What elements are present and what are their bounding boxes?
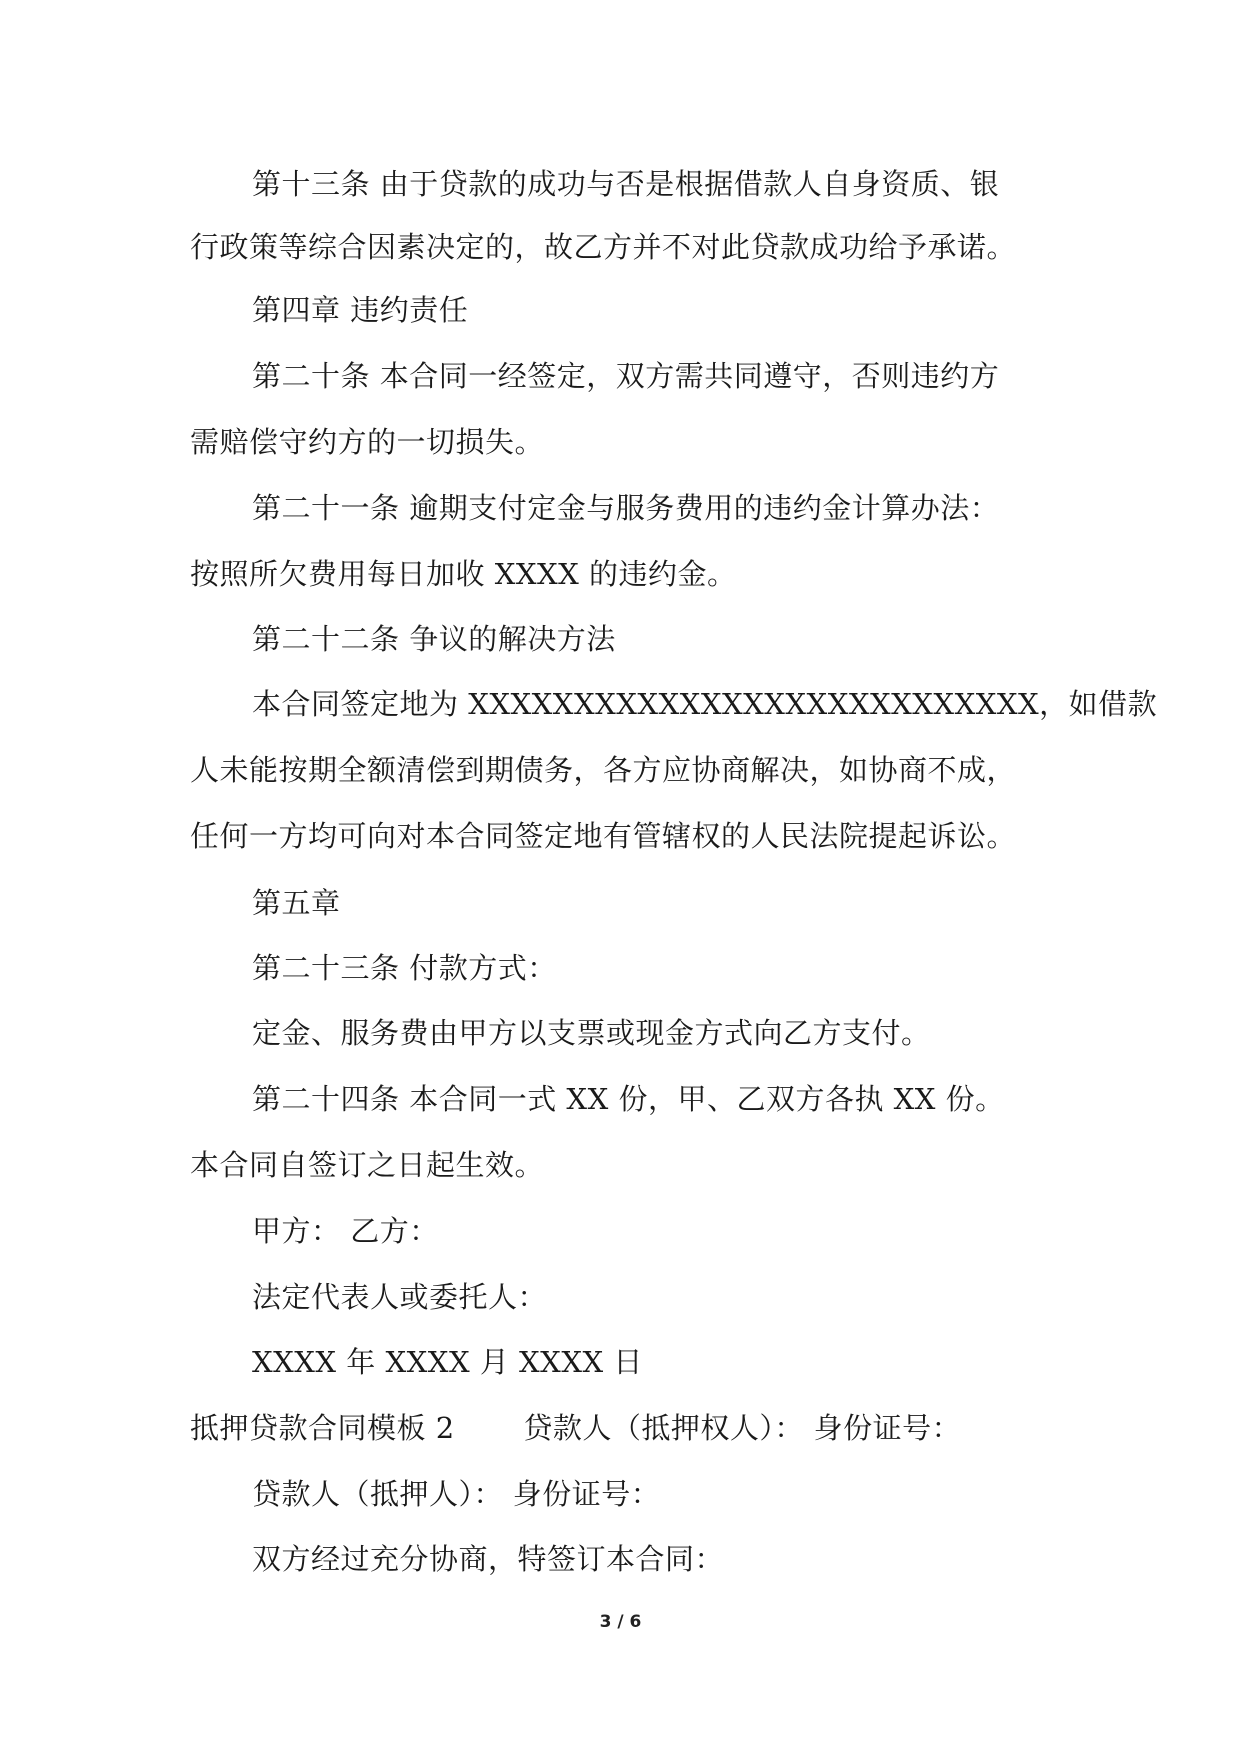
text-line: 第二十三条 付款方式： bbox=[252, 951, 557, 985]
text-line: 需赔偿守约方的一切损失。 bbox=[190, 425, 545, 459]
text-line: 抵押贷款合同模板 2 贷款人（抵押权人）： 身份证号： bbox=[190, 1411, 962, 1445]
signature-line: 法定代表人或委托人： bbox=[252, 1280, 548, 1314]
section-heading: 第五章 bbox=[252, 886, 341, 920]
date-line: XXXX 年 XXXX 月 XXXX 日 bbox=[252, 1345, 643, 1379]
text-line: 第二十二条 争议的解决方法 bbox=[252, 622, 616, 656]
text-line: 按照所欠费用每日加收 XXXX 的违约金。 bbox=[190, 557, 737, 591]
text-line: 第二十一条 逾期支付定金与服务费用的违约金计算办法： bbox=[252, 491, 1000, 525]
text-line: 本合同签定地为 XXXXXXXXXXXXXXXXXXXXXXXXXXX，如借款 bbox=[252, 687, 1158, 721]
text-line: 第二十条 本合同一经签定，双方需共同遵守，否则违约方 bbox=[252, 359, 1000, 393]
signature-line: 甲方： 乙方： bbox=[252, 1214, 439, 1248]
text-line: 行政策等综合因素决定的，故乙方并不对此贷款成功给予承诺。 bbox=[190, 230, 1017, 264]
page-number: 3 / 6 bbox=[599, 1612, 642, 1632]
text-line: 贷款人（抵押人）： 身份证号： bbox=[252, 1477, 661, 1511]
text-line: 第二十四条 本合同一式 XX 份，甲、乙双方各执 XX 份。 bbox=[252, 1082, 1005, 1116]
text-line: 双方经过充分协商，特签订本合同： bbox=[252, 1542, 725, 1576]
section-heading: 第四章 违约责任 bbox=[252, 293, 469, 327]
text-line: 人未能按期全额清偿到期债务，各方应协商解决，如协商不成， bbox=[190, 753, 1017, 787]
text-line: 任何一方均可向对本合同签定地有管辖权的人民法院提起诉讼。 bbox=[190, 819, 1017, 853]
text-line: 第十三条 由于贷款的成功与否是根据借款人自身资质、银 bbox=[252, 167, 1000, 201]
text-line: 本合同自签订之日起生效。 bbox=[190, 1148, 545, 1182]
text-line: 定金、服务费由甲方以支票或现金方式向乙方支付。 bbox=[252, 1016, 931, 1050]
